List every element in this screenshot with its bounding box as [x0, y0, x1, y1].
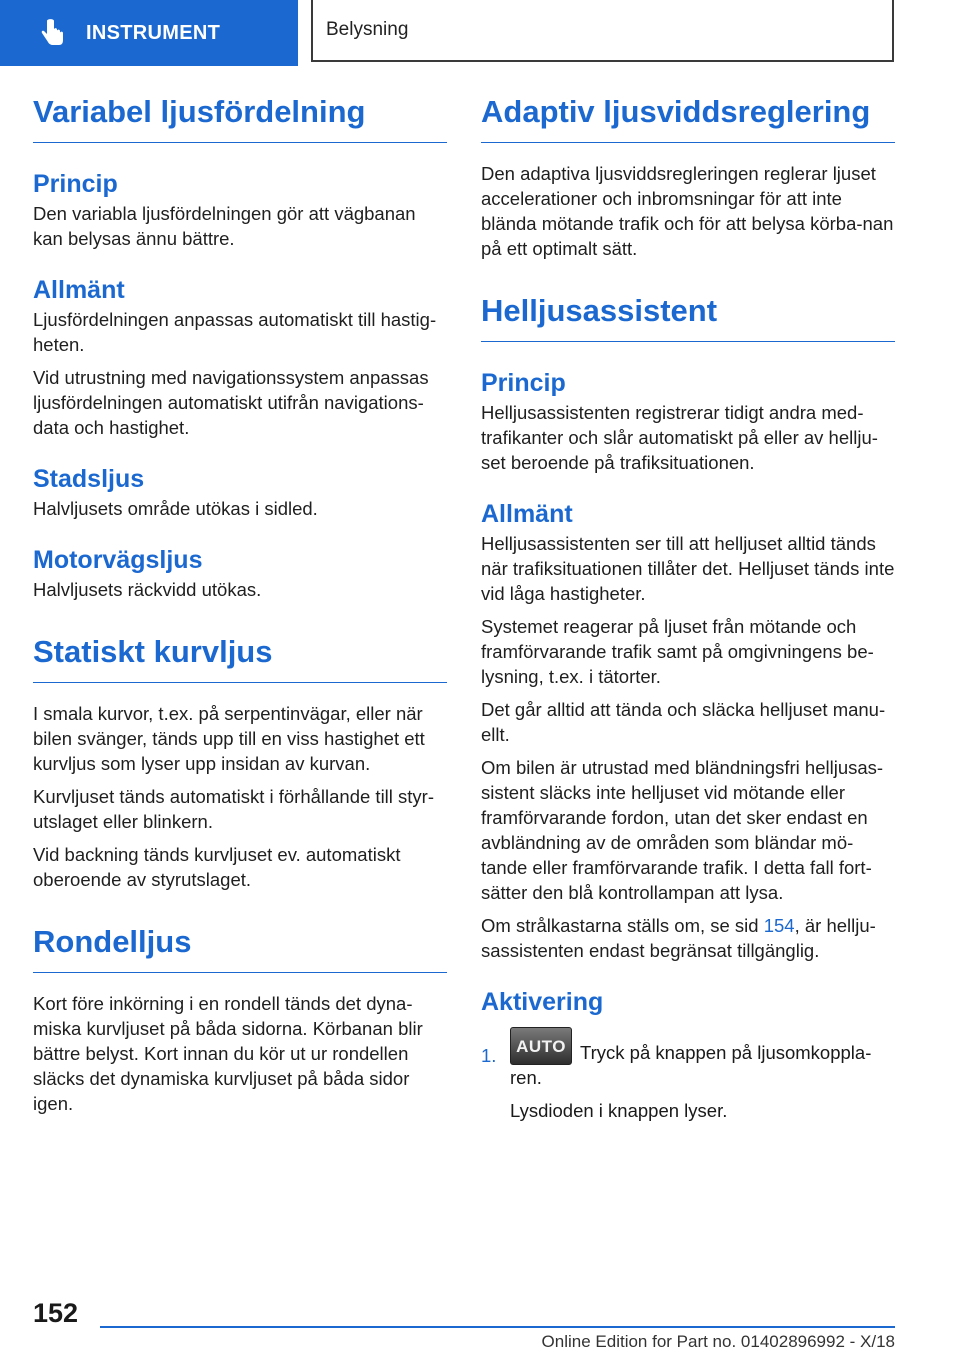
paragraph: Ljusfördelningen anpassas automatiskt till hastig‐heten. — [33, 309, 437, 355]
paragraph: I smala kurvor, t.ex. på serpentinvägar, eller när bilen svänger, tänds upp till en viss hastighet ett kurvljus som lyser upp insidan av kurvan. — [33, 703, 425, 774]
list-number: 1. — [481, 1045, 497, 1066]
paragraph — [481, 913, 895, 963]
page-header — [0, 0, 960, 66]
paragraph: Det går alltid att tända och släcka helljuset manu‐ellt. — [481, 699, 886, 745]
heading-adaptiv-ljusviddsreglering: Adaptiv ljusviddsreglering — [481, 92, 895, 143]
heading-rondelljus: Rondelljus — [33, 922, 447, 973]
heading-helljusassistent: Helljusassistent — [481, 291, 895, 342]
heading-statiskt-kurvljus: Statiskt kurvljus — [33, 632, 447, 683]
page-link-154[interactable]: 154 — [763, 915, 795, 936]
paragraph: Vid backning tänds kurvljuset ev. automatiskt oberoende av styrutslaget. — [33, 844, 401, 890]
left-column — [33, 92, 447, 1116]
step-text: Tryck på knappen på ljusomkoppla‐ren. — [510, 1042, 872, 1088]
paragraph: Helljusassistenten registrerar tidigt andra med‐trafikanter och slår automatiskt på eller av hellju‐set beroende på trafiksituationen. — [481, 402, 878, 473]
page-number: 152 — [33, 1298, 79, 1328]
text: Om strålkastarna ställs om, se sid — [481, 915, 764, 936]
paragraph: Halvljusets område utökas i sidled. — [33, 498, 318, 519]
paragraph: Om bilen är utrustad med bländningsfri helljusas‐sistent släcks inte helljuset vid mötande eller framförvarande fordon, utan det sker endast en avbländning av de områden som bländar mö‐tande eller framförvarande trafik. I detta fall fort‐sätter den blå kontrollampan att lysa. — [481, 757, 884, 903]
right-column — [481, 92, 895, 1123]
subheading-princip: Princip — [481, 369, 566, 397]
subheading-allmant: Allmänt — [481, 500, 573, 528]
paragraph: Den variabla ljusfördelningen gör att vägbanan kan belysas ännu bättre. — [33, 203, 416, 249]
heading-variabel-ljusfordelning: Variabel ljusfördelning — [33, 92, 447, 143]
subheading-motorvagsljus: Motorvägsljus — [33, 546, 203, 574]
paragraph: Kort före inkörning i en rondell tänds det dyna‐miska kurvljuset på båda sidorna. Körbanan blir bättre belyst. Kort innan du kör ut ur rondellen släcks det dynamiska kurvljuset på båda sidor igen. — [33, 993, 423, 1114]
chapter-label: INSTRUMENT — [86, 21, 221, 44]
subheading-stadsljus: Stadsljus — [33, 465, 145, 493]
subheading-allmant: Allmänt — [33, 276, 125, 304]
section-tab[interactable] — [311, 0, 894, 62]
auto-button-icon: AUTO — [510, 1027, 572, 1065]
subheading-aktivering: Aktivering — [481, 988, 604, 1016]
footer-edition: Online Edition for Part no. 01402896992 - X/18 — [541, 1332, 895, 1351]
paragraph: Systemet reagerar på ljuset från mötande och framförvarande trafik samt på omgivningens be‐lysning, t.ex. i tätorter. — [481, 616, 874, 687]
paragraph: Halvljusets räckvidd utökas. — [33, 579, 262, 600]
paragraph: Kurvljuset tänds automatiskt i förhållande till styr‐utslaget eller blinkern. — [33, 786, 435, 832]
paragraph: Den adaptiva ljusviddsregleringen reglerar ljuset accelerationer och inbromsningar för att inte blända mötande trafik och för att belysa körba‐nan på ett optimalt sätt. — [481, 163, 894, 259]
text: , är hellju‐sassistenten endast begränsat tillgänglig. — [481, 915, 876, 961]
footer-divider — [100, 1326, 895, 1328]
chapter-tab[interactable] — [0, 0, 298, 66]
subheading-princip: Princip — [33, 170, 118, 198]
list-body — [510, 1027, 895, 1123]
paragraph: Helljusassistenten ser till att helljuset alltid tänds när trafiksituationen tillåter det. Helljuset tänds inte vid låga hastigheter. — [481, 533, 895, 604]
paragraph: Vid utrustning med navigationssystem anpassas ljusfördelningen automatiskt utifrån navigations‐data och hastighet. — [33, 367, 429, 438]
list-item — [481, 1027, 895, 1123]
step-subtext: Lysdioden i knappen lyser. — [510, 1100, 728, 1121]
section-label: Belysning — [326, 19, 409, 40]
hand-pointer-icon — [38, 18, 68, 48]
